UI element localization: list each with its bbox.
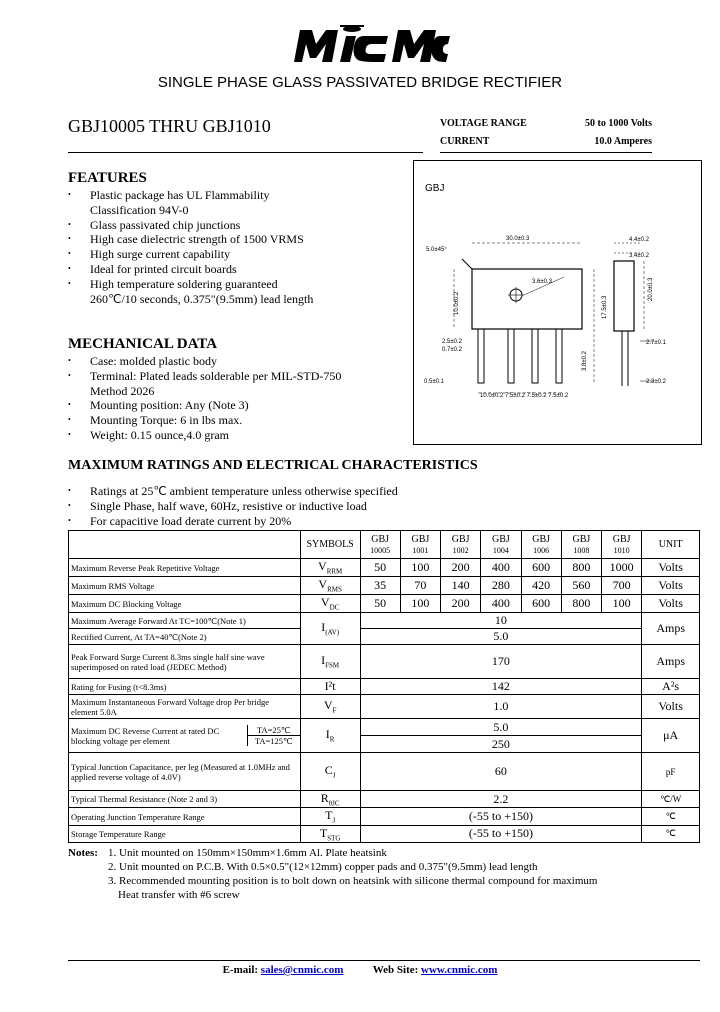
note-item: 2. Unit mounted on P.C.B. With 0.5×0.5"(12×12mm) copper pads and 0.375"(9.5mm) lead length (108, 861, 538, 873)
title-underline (68, 152, 423, 153)
features-list (68, 188, 408, 306)
svg-text:5.0±45°: 5.0±45° (426, 247, 447, 253)
rating-summary (440, 114, 652, 150)
mechanical-item: • Mounting Torque: 6 in lbs max. (68, 413, 408, 428)
symbols-header: SYMBOLS (300, 531, 360, 559)
svg-text:30.0±0.3: 30.0±0.3 (506, 236, 530, 242)
mechanical-item: • Case: molded plastic body (68, 354, 408, 369)
note-item: 3. Recommended mounting position is to bolt down on heatsink with silicone thermal compound for maximum (108, 875, 598, 887)
mechanical-item: • Mounting position: Any (Note 3) (68, 398, 408, 413)
svg-text:3.6±0.3: 3.6±0.3 (532, 279, 552, 285)
ratings-table (68, 530, 700, 843)
mechanical-title: MECHANICAL DATA (68, 336, 218, 352)
svg-text:0.7±0.2: 0.7±0.2 (442, 347, 462, 353)
part-header: GBJ 1002 (441, 531, 481, 559)
svg-text:4.4±0.2: 4.4±0.2 (629, 237, 649, 243)
svg-text:17.5±0.3: 17.5±0.3 (602, 295, 608, 319)
notes-label: Notes: (68, 847, 98, 859)
part-header: GBJ 1004 (481, 531, 521, 559)
table-row: Typical Thermal Resistance (Note 2 and 3) $R_{\theta JC}$ 2.2 ℃/W (69, 791, 700, 808)
company-logo (280, 22, 450, 64)
svg-text:2.7±0.1: 2.7±0.1 (646, 340, 666, 346)
condition-item: • Ratings at 25℃ ambient temperature unless otherwise specified (68, 484, 668, 499)
summary-underline (440, 152, 652, 153)
note-item: 1. Unit mounted on 150mm×150mm×1.6mm Al. Plate heatsink (108, 847, 387, 859)
condition-item: • For capacitive load derate current by 20% (68, 514, 668, 529)
feature-item-cont: Classification 94V-0 (90, 202, 189, 217)
note-item: Heat transfer with #6 screw (118, 889, 240, 901)
table-row: Maximum Reverse Peak Repetitive Voltage $V_{RRM}$ 50 100 200 400 600 800 1000 Volts (69, 559, 700, 577)
voltage-range-label: VOLTAGE RANGE (440, 117, 527, 129)
feature-item: • Plastic package has UL Flammability (68, 188, 408, 203)
table-row: Rectified Current, At TA=40℃(Note 2) 5.0 (69, 629, 700, 645)
website-label: Web Site: (372, 964, 419, 976)
feature-item: • High temperature soldering guaranteed (68, 277, 408, 292)
current-value: 10.0 Amperes (594, 135, 652, 147)
part-header: GBJ 1010 (602, 531, 642, 559)
svg-text:2.5±0.2: 2.5±0.2 (442, 339, 462, 345)
footer-rule (68, 960, 700, 961)
svg-text:0.5±0.1: 0.5±0.1 (424, 379, 444, 385)
mechanical-item: • Weight: 0.15 ounce,4.0 gram (68, 428, 408, 443)
voltage-range-value: 50 to 1000 Volts (585, 117, 652, 129)
feature-item: • Ideal for printed circuit boards (68, 262, 408, 277)
feature-item: • Glass passivated chip junctions (68, 218, 408, 233)
email-link[interactable]: sales@cnmic.com (260, 964, 344, 976)
condition-item: • Single Phase, half wave, 60Hz, resistive or inductive load (68, 499, 668, 514)
current-label: CURRENT (440, 135, 490, 147)
svg-text:2.3±0.2: 2.3±0.2 (646, 379, 666, 385)
part-header: GBJ 1001 (400, 531, 440, 559)
svg-text:3.8±0.2: 3.8±0.2 (582, 351, 588, 371)
part-header: GBJ 1006 (521, 531, 561, 559)
ratings-title: MAXIMUM RATINGS AND ELECTRICAL CHARACTERISTICS (68, 458, 478, 473)
table-row: Maximum RMS Voltage $V_{RMS}$ 35 70 140 280 420 560 700 Volts (69, 577, 700, 595)
svg-text:20.0±0.3: 20.0±0.3 (648, 277, 654, 301)
feature-item: • High case dielectric strength of 1500 VRMS (68, 232, 408, 247)
notes-section (68, 846, 597, 902)
mechanical-list (68, 354, 408, 443)
svg-text:10.0±0.2 7.5±0.2 7.5±0.2 7.5±: 10.0±0.2 7.5±0.2 7.5±0.2 7.5±0.2 (480, 393, 569, 399)
table-header-row (69, 531, 700, 559)
package-label: GBJ (425, 183, 445, 194)
document-subtitle: SINGLE PHASE GLASS PASSIVATED BRIDGE RECTIFIER (157, 74, 563, 91)
ratings-conditions (68, 484, 668, 528)
unit-header: UNIT (642, 531, 700, 559)
mechanical-item: • Terminal: Plated leads solderable per MIL-STD-750 (68, 369, 408, 384)
footer (0, 964, 720, 976)
feature-item: • High surge current capability (68, 247, 408, 262)
feature-item-cont: 260℃/10 seconds, 0.375"(9.5mm) lead length (90, 291, 314, 306)
email-label: E-mail: (222, 964, 259, 976)
table-row: Storage Temperature Range $T_{STG}$ (-55 to +150) ℃ (69, 825, 700, 842)
website-link[interactable]: www.cnmic.com (421, 964, 498, 976)
mechanical-item-cont: Method 2026 (90, 383, 155, 398)
table-row: Maximum DC Blocking Voltage $V_{DC}$ 50 100 200 400 600 800 100 Volts (69, 595, 700, 613)
part-number-range: GBJ10005 THRU GBJ1010 (68, 116, 271, 136)
table-row: Maximum Average Forward At TC=100℃(Note 1) $I_{(AV)}$ 10 Amps (69, 613, 700, 629)
svg-text:3.4±0.2: 3.4±0.2 (629, 253, 649, 259)
table-row: Peak Forward Surge Current 8.3ms single half sine wave superimposed on rated load (JEDEC Method) $I_{FSM}$ 170 Amps (69, 645, 700, 679)
svg-text:10.0±0.2: 10.0±0.2 (454, 291, 460, 315)
part-header: GBJ 1008 (561, 531, 601, 559)
table-row: Typical Junction Capacitance, per leg (Measured at 1.0MHz and applied reverse voltage of 4.0V) $C_J$ 60 pF (69, 753, 700, 791)
table-row: Maximum DC Reverse Current at rated DC blocking voltage per element TA=25℃ TA=125℃ $I_R$ 5.0 μA (69, 719, 700, 736)
part-header: GBJ 10005 (360, 531, 400, 559)
package-outline-diagram (413, 160, 702, 445)
table-row: Rating for Fusing (t<8.3ms) I²t 142 A²s (69, 679, 700, 695)
features-title: FEATURES (68, 170, 147, 186)
table-row: Maximum Instantaneous Forward Voltage drop Per bridge element 5.0A $V_F$ 1.0 Volts (69, 695, 700, 719)
table-row: 250 (69, 736, 700, 753)
table-row: Operating Junction Temperature Range $T_J$ (-55 to +150) ℃ (69, 808, 700, 825)
